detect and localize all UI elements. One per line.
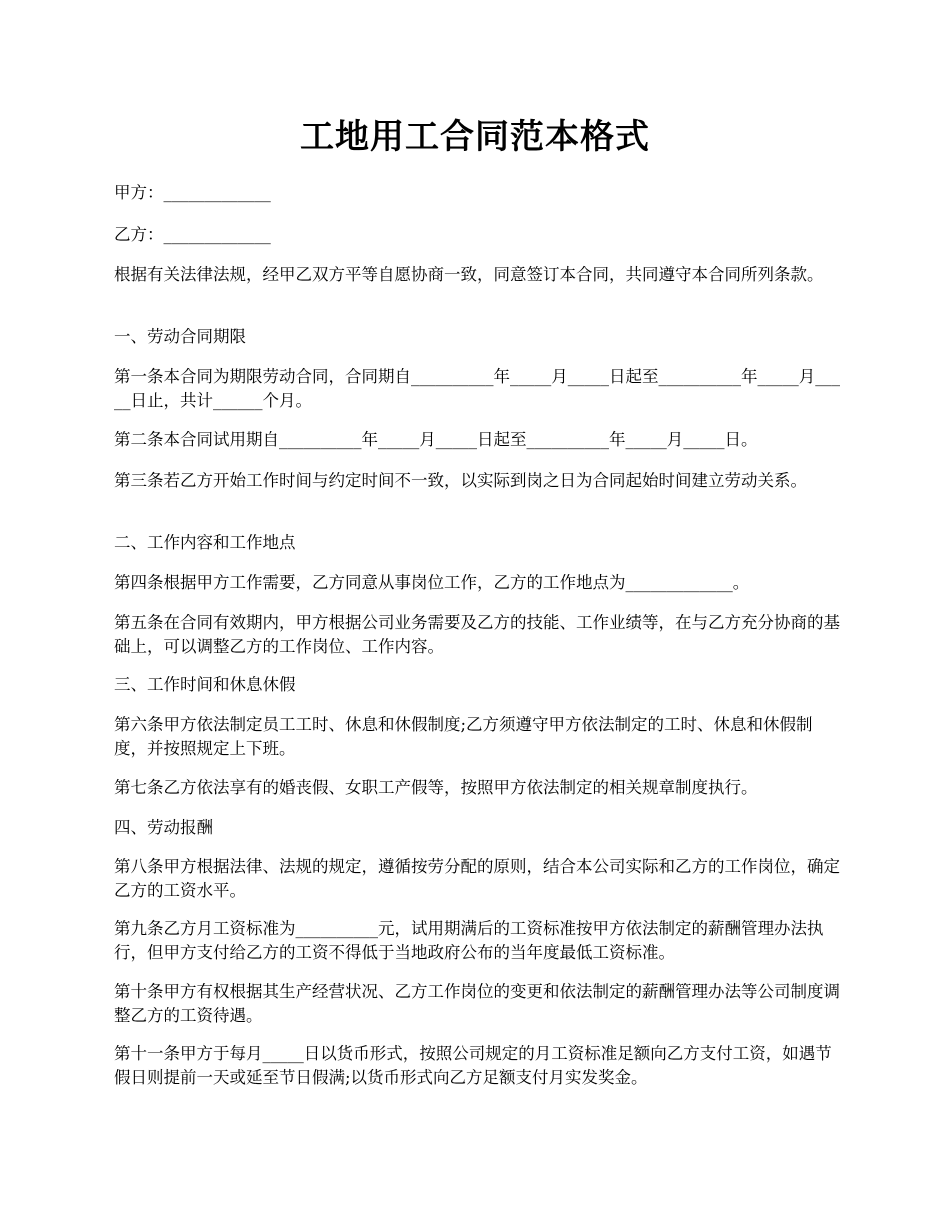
section-heading-4: 四、劳动报酬 xyxy=(114,818,213,837)
section-heading-1: 一、劳动合同期限 xyxy=(114,327,246,346)
article-3: 第三条若乙方开始工作时间与约定时间不一致，以实际到岗之日为合同起始时间建立劳动关系。 xyxy=(114,471,807,490)
party-b-line: 乙方：_____________ xyxy=(114,225,271,244)
article-4: 第四条根据甲方工作需要，乙方同意从事岗位工作，乙方的工作地点为_____________。 xyxy=(114,573,750,592)
section-heading-2: 二、工作内容和工作地点 xyxy=(114,533,296,552)
article-9: 第九条乙方月工资标准为__________元，试用期满后的工资标准按甲方依法制定的薪酬管理办法执行，但甲方支付给乙方的工资不得低于当地政府公布的当年度最低工资标准。 xyxy=(114,919,824,962)
article-11: 第十一条甲方于每月_____日以货币形式，按照公司规定的月工资标准足额向乙方支付工资，如遇节假日则提前一天或延至节日假满;以货币形式向乙方足额支付月实发奖金。 xyxy=(114,1044,832,1087)
article-8: 第八条甲方根据法律、法规的规定，遵循按劳分配的原则，结合本公司实际和乙方的工作岗位，确定乙方的工资水平。 xyxy=(114,857,840,900)
document-title: 工地用工合同范本格式 xyxy=(300,117,650,157)
section-heading-3: 三、工作时间和休息休假 xyxy=(114,675,296,694)
party-a-line: 甲方：_____________ xyxy=(114,183,271,202)
article-6: 第六条甲方依法制定员工工时、休息和休假制度;乙方须遵守甲方依法制定的工时、休息和休假制度，并按照规定上下班。 xyxy=(114,715,813,758)
article-5: 第五条在合同有效期内，甲方根据公司业务需要及乙方的技能、工作业绩等，在与乙方充分协商的基础上，可以调整乙方的工作岗位、工作内容。 xyxy=(114,613,840,656)
article-7: 第七条乙方依法享有的婚丧假、女职工产假等，按照甲方依法制定的相关规章制度执行。 xyxy=(114,778,758,797)
article-1: 第一条本合同为期限劳动合同，合同期自__________年_____月_____日起至__________年_____月_____日止，共计______个月。 xyxy=(114,367,840,410)
article-2: 第二条本合同试用期自__________年_____月_____日起至__________年_____月_____日。 xyxy=(114,430,758,449)
article-10: 第十条甲方有权根据其生产经营状况、乙方工作岗位的变更和依法制定的薪酬管理办法等公司制度调整乙方的工资待遇。 xyxy=(114,982,840,1025)
preamble-paragraph: 根据有关法律法规，经甲乙双方平等自愿协商一致，同意签订本合同，共同遵守本合同所列条款。 xyxy=(114,265,824,284)
